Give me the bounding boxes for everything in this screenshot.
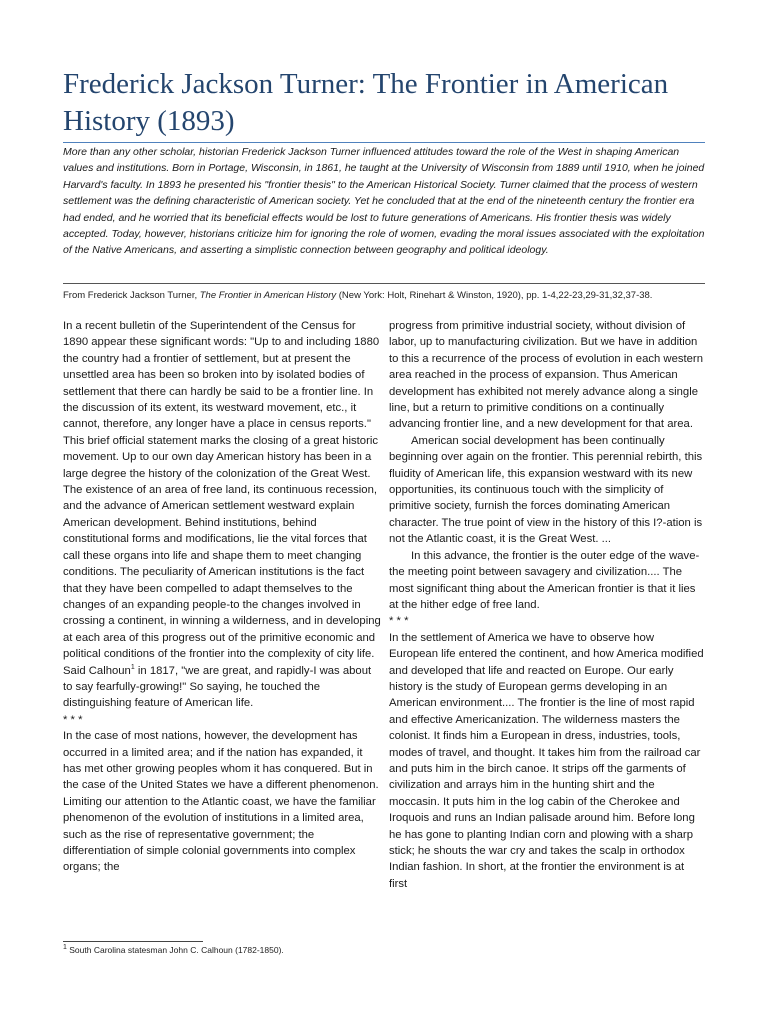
source-suffix: (New York: Holt, Rinehart & Winston, 1920), pp. 1-4,22-23,29-31,32,37-38. [336,290,653,301]
source-citation [63,289,723,303]
intro-paragraph: More than any other scholar, historian Frederick Jackson Turner influenced attitudes toward the role of the West in shaping American values and institutions. Born in Portage, Wisconsin, in 1861, he taught at the University of Wisconsin from 1889 until 1910, when he joined Harvard's faculty. In 1893 he presented his "frontier thesis" to the American Historical Society. Turner claimed that the process of western settlement was the defining characteristic of American society. Yet he concluded that at the end of the nineteenth century the frontier era had ended, and he worried that its beneficial effects would be lost to future generations of Americans. His frontier thesis was widely accepted. Today, however, historians criticize him for ignoring the role of women, evading the moral issues associated with the exploitation of the Native Americans, and asserting a simplistic connection between geography and political ideology. [63,146,705,257]
footnote-divider [63,941,203,942]
footnote-marker: 1 [130,663,135,671]
footnote-text: South Carolina statesman John C. Calhoun (1782-1850). [66,945,284,955]
left-column [63,318,381,876]
right-paragraph-2: American social development has been continually beginning over again on the frontier. This perennial rebirth, this fluidity of American life, this expansion westward with its new opportunities, its continuous touch with the simplicity of primitive society, furnish the forces dominating American character. The true point of view in the history of this I?-ation is not the Atlantic coast, it is the Great West. ... [389,434,703,546]
source-book-title: The Frontier in American History [199,290,337,301]
footnote-number: 1 [63,944,67,952]
footnote [63,944,381,956]
intro-divider [63,283,705,284]
right-paragraph-1: progress from primitive industrial society, without division of labor, up to manufacturing civilization. But we have in addition to this a recurrence of the process of evolution in each western area reached in the process of expansion. Thus American development has exhibited not merely advance along a single line, but a return to primitive conditions on a continually advancing frontier line, and a new development for that area. [389,320,703,431]
section-separator: * * * [63,713,83,726]
title-divider [63,142,705,143]
left-paragraph-1 [63,318,381,712]
right-column [389,318,705,892]
section-separator: * * * [389,615,409,628]
right-paragraph-3: In this advance, the frontier is the outer edge of the wave-the meeting point between savagery and civilization.... The most significant thing about the American frontier is that it lies at the hither edge of free land. [389,549,700,611]
page-title: Frederick Jackson Turner: The Frontier in American History (1893) [63,68,669,137]
left-paragraph-1-text: In a recent bulletin of the Superintendent of the Census for 1890 appear these significant words: "Up to and including 1880 the country had a frontier of settlement, but at present the unsettled area has been so broken into by isolated bodies of settlement that there can hardly be said to be a frontier line. In the discussion of its extent, its westward movement, etc., it cannot, therefore, any longer have a place in census reports." This brief official statement marks the closing of a great historic movement. Up to our own day American history has been in a large degree the history of the colonization of the Great West. The existence of an area of free land, its continuous recession, and the advance of American settlement westward explain American development. Behind institutions, behind constitutional forms and modifications, lie the vital forces that call these organs into life and shape them to meet changing conditions. The peculiarity of American institutions is the fact that they have been compelled to adapt themselves to the changes of an expanding people-to the changes involved in crossing a continent, in winning a wilderness, and in developing at each area of this progress out of the primitive economic and political conditions of the frontier into the complexity of city life. Said Calhoun [63,320,381,677]
right-paragraph-4: In the settlement of America we have to observe how European life entered the continent, and how America modified and developed that life and reacted on Europe. Our early history is the study of European germs developing in an American environment.... The frontier is the line of most rapid and effective Americanization. The wilderness masters the colonist. It finds him a European in dress, industries, tools, modes of travel, and thought. It takes him from the railroad car and puts him in the birch canoe. It strips off the garments of civilization and arrays him in the hunting shirt and the moccasin. It puts him in the log cabin of the Cherokee and Iroquois and runs an Indian palisade around him. Before long he has gone to planting Indian corn and plowing with a sharp stick; he shouts the war cry and takes the scalp in orthodox Indian fashion. In short, at the frontier the environment is at first [389,631,704,890]
left-paragraph-1-end: in 1817, "we are great, and rapidly-I was about to say fearfully-growing!" So saying, he touched the distinguishing feature of American life. [63,664,372,710]
left-paragraph-2: In the case of most nations, however, the development has occurred in a limited area; and if the nation has expanded, it has met other growing peoples whom it has conquered. But in the case of the United States we have a different phenomenon. Limiting our attention to the Atlantic coast, we have the familiar phenomenon of the evolution of institutions in a limited area, such as the rise of representative government; the differentiation of simple colonial governments into complex organs; the [63,730,379,874]
source-prefix: From Frederick Jackson Turner, [63,290,200,301]
